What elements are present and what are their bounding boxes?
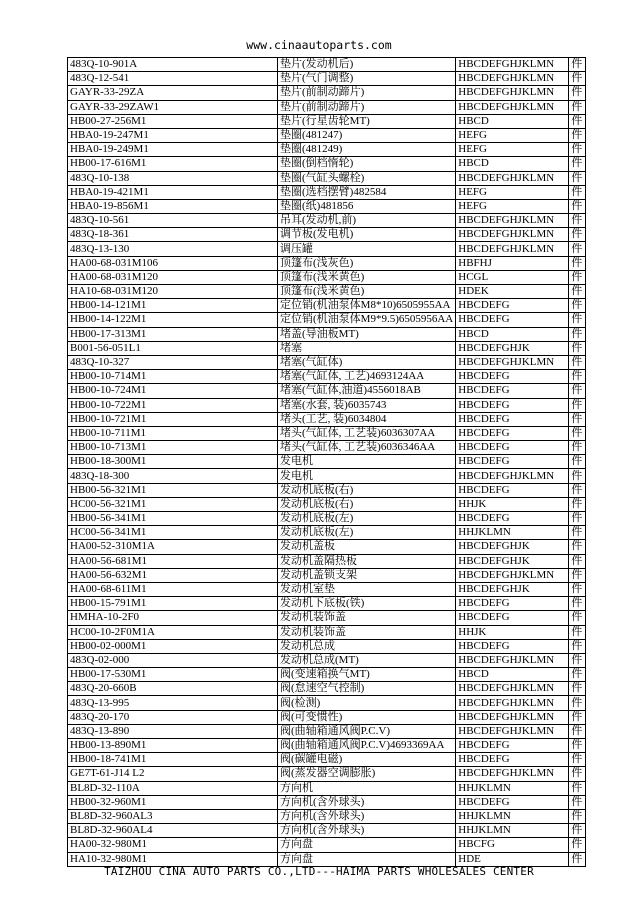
part-name-cell: 调压罐 (278, 242, 456, 256)
table-row (68, 781, 586, 795)
unit-cell: 件 (569, 540, 586, 554)
part-name-cell: 垫圈(选档摆臂)482584 (278, 185, 456, 199)
part-name-cell: 方向盘 (278, 838, 456, 852)
part-name-cell: 顶篷布(浅米黄色) (278, 285, 456, 299)
unit-cell: 件 (569, 327, 586, 341)
table-row (68, 285, 586, 299)
part-name-cell: 方向盘 (278, 852, 456, 866)
table-row (68, 171, 586, 185)
model-codes-cell: HBFHJ (456, 256, 569, 270)
part-name-cell: 堵头(气缸体, 工艺装)6036346AA (278, 441, 456, 455)
part-name-cell: 方向机(含外球头) (278, 795, 456, 809)
part-name-cell: 垫圈(气缸头螺栓) (278, 171, 456, 185)
table-row (68, 668, 586, 682)
table-row (68, 724, 586, 738)
table-row (68, 72, 586, 86)
model-codes-cell: HBCDEFGHJKLMN (456, 767, 569, 781)
table-row (68, 242, 586, 256)
part-name-cell: 发动机装饰盖 (278, 611, 456, 625)
unit-cell: 件 (569, 426, 586, 440)
unit-cell: 件 (569, 739, 586, 753)
part-name-cell: 顶篷布(浅米黄色) (278, 270, 456, 284)
table-row (68, 795, 586, 809)
unit-cell: 件 (569, 795, 586, 809)
table-row (68, 327, 586, 341)
unit-cell: 件 (569, 100, 586, 114)
table-row (68, 696, 586, 710)
part-code-cell: GAYR-33-29ZAW1 (68, 100, 278, 114)
table-row (68, 412, 586, 426)
part-code-cell: BL8D-32-960AL4 (68, 824, 278, 838)
part-code-cell: HB00-10-713M1 (68, 441, 278, 455)
model-codes-cell: HBCDEFGHJKLMN (456, 86, 569, 100)
part-name-cell: 阀(蒸发器空调膨胀) (278, 767, 456, 781)
unit-cell: 件 (569, 554, 586, 568)
table-row (68, 512, 586, 526)
model-codes-cell: HBCDEFG (456, 384, 569, 398)
unit-cell: 件 (569, 526, 586, 540)
model-codes-cell: HBCD (456, 157, 569, 171)
part-code-cell: 483Q-02-000 (68, 653, 278, 667)
part-name-cell: 垫片(前制动蹄片) (278, 86, 456, 100)
model-codes-cell: HHJKLMN (456, 824, 569, 838)
model-codes-cell: HBCDEFG (456, 370, 569, 384)
part-code-cell: HB00-02-000M1 (68, 639, 278, 653)
part-name-cell: 定位销(机油泵体M8*10)6505955AA (278, 299, 456, 313)
unit-cell: 件 (569, 285, 586, 299)
part-name-cell: 发动机盖锁支架 (278, 568, 456, 582)
model-codes-cell: HHJKLMN (456, 781, 569, 795)
unit-cell: 件 (569, 625, 586, 639)
table-row (68, 86, 586, 100)
part-name-cell: 调节板(发电机) (278, 228, 456, 242)
part-name-cell: 发动机盖隔热板 (278, 554, 456, 568)
unit-cell: 件 (569, 72, 586, 86)
part-code-cell: HC00-56-341M1 (68, 526, 278, 540)
part-code-cell: HB00-10-714M1 (68, 370, 278, 384)
model-codes-cell: HBCDEFGHJKLMN (456, 242, 569, 256)
unit-cell: 件 (569, 270, 586, 284)
part-name-cell: 垫片(发动机后) (278, 58, 456, 72)
model-codes-cell: HBCDEFGHJK (456, 540, 569, 554)
part-code-cell: 483Q-13-995 (68, 696, 278, 710)
part-name-cell: 发动机底板(左) (278, 526, 456, 540)
part-code-cell: 483Q-13-890 (68, 724, 278, 738)
part-name-cell: 发动机装饰盖 (278, 625, 456, 639)
part-code-cell: HB00-18-300M1 (68, 455, 278, 469)
table-row (68, 270, 586, 284)
table-row (68, 199, 586, 213)
part-name-cell: 堵塞 (278, 341, 456, 355)
part-name-cell: 垫圈(倒档惰轮) (278, 157, 456, 171)
unit-cell: 件 (569, 398, 586, 412)
model-codes-cell: HBCDEFG (456, 639, 569, 653)
unit-cell: 件 (569, 214, 586, 228)
table-row (68, 355, 586, 369)
unit-cell: 件 (569, 597, 586, 611)
table-row (68, 398, 586, 412)
part-name-cell: 阀(变速箱换气MT) (278, 668, 456, 682)
part-name-cell: 阀(检测) (278, 696, 456, 710)
part-code-cell: 483Q-12-541 (68, 72, 278, 86)
table-row (68, 597, 586, 611)
part-name-cell: 垫片(气门调整) (278, 72, 456, 86)
part-name-cell: 发动机室垫 (278, 582, 456, 596)
model-codes-cell: HBCDEFGHJKLMN (456, 653, 569, 667)
part-code-cell: HBA0-19-421M1 (68, 185, 278, 199)
unit-cell: 件 (569, 852, 586, 866)
parts-table-body (68, 58, 586, 867)
table-row (68, 157, 586, 171)
part-name-cell: 方向机(含外球头) (278, 809, 456, 823)
unit-cell: 件 (569, 58, 586, 72)
part-code-cell: GE7T-61-J14 L2 (68, 767, 278, 781)
part-code-cell: 483Q-10-327 (68, 355, 278, 369)
part-name-cell: 方向机 (278, 781, 456, 795)
model-codes-cell: HDE (456, 852, 569, 866)
table-row (68, 441, 586, 455)
part-code-cell: 483Q-20-170 (68, 710, 278, 724)
unit-cell: 件 (569, 171, 586, 185)
part-name-cell: 垫片(前制动蹄片) (278, 100, 456, 114)
table-row (68, 58, 586, 72)
unit-cell: 件 (569, 299, 586, 313)
part-name-cell: 堵盖(导油板MT) (278, 327, 456, 341)
model-codes-cell: HBCDEFG (456, 455, 569, 469)
model-codes-cell: HBCDEFGHJKLMN (456, 100, 569, 114)
part-code-cell: 483Q-10-901A (68, 58, 278, 72)
unit-cell: 件 (569, 710, 586, 724)
part-code-cell: HC00-56-321M1 (68, 497, 278, 511)
part-name-cell: 方向机(含外球头) (278, 824, 456, 838)
part-code-cell: HB00-56-321M1 (68, 483, 278, 497)
part-code-cell: HB00-17-313M1 (68, 327, 278, 341)
unit-cell: 件 (569, 781, 586, 795)
part-code-cell: HB00-17-616M1 (68, 157, 278, 171)
unit-cell: 件 (569, 497, 586, 511)
part-name-cell: 堵塞(气缸体,油道)4556018AB (278, 384, 456, 398)
part-name-cell: 阀(碳罐电磁) (278, 753, 456, 767)
part-code-cell: HA00-68-031M106 (68, 256, 278, 270)
model-codes-cell: HBCFG (456, 838, 569, 852)
unit-cell: 件 (569, 128, 586, 142)
table-row (68, 370, 586, 384)
table-row (68, 426, 586, 440)
model-codes-cell: HBCD (456, 668, 569, 682)
unit-cell: 件 (569, 682, 586, 696)
part-code-cell: BL8D-32-110A (68, 781, 278, 795)
part-code-cell: 483Q-10-561 (68, 214, 278, 228)
table-row (68, 469, 586, 483)
part-code-cell: B001-56-051L1 (68, 341, 278, 355)
table-row (68, 710, 586, 724)
part-code-cell: 483Q-18-361 (68, 228, 278, 242)
unit-cell: 件 (569, 469, 586, 483)
unit-cell: 件 (569, 639, 586, 653)
part-code-cell: HBA0-19-247M1 (68, 128, 278, 142)
part-name-cell: 垫片(行星齿轮MT) (278, 114, 456, 128)
unit-cell: 件 (569, 668, 586, 682)
model-codes-cell: HEFG (456, 199, 569, 213)
table-row (68, 313, 586, 327)
part-name-cell: 阀(曲轴箱通风阀P.C.V) (278, 724, 456, 738)
part-code-cell: HB00-10-724M1 (68, 384, 278, 398)
table-row (68, 582, 586, 596)
table-row (68, 653, 586, 667)
model-codes-cell: HBCDEFG (456, 426, 569, 440)
part-name-cell: 阀(怠速空气控制) (278, 682, 456, 696)
unit-cell: 件 (569, 341, 586, 355)
part-name-cell: 吊耳(发动机,前) (278, 214, 456, 228)
table-row (68, 611, 586, 625)
model-codes-cell: HBCD (456, 114, 569, 128)
table-row (68, 256, 586, 270)
part-name-cell: 堵头(气缸体, 工艺装)6036307AA (278, 426, 456, 440)
model-codes-cell: HBCDEFGHJKLMN (456, 228, 569, 242)
model-codes-cell: HBCDEFG (456, 398, 569, 412)
table-row (68, 739, 586, 753)
model-codes-cell: HBCDEFG (456, 412, 569, 426)
part-name-cell: 发电机 (278, 455, 456, 469)
part-code-cell: HB00-14-122M1 (68, 313, 278, 327)
model-codes-cell: HBCDEFG (456, 483, 569, 497)
table-row (68, 185, 586, 199)
part-code-cell: 483Q-18-300 (68, 469, 278, 483)
model-codes-cell: HBCDEFGHJKLMN (456, 682, 569, 696)
part-code-cell: HB00-10-722M1 (68, 398, 278, 412)
unit-cell: 件 (569, 228, 586, 242)
unit-cell: 件 (569, 441, 586, 455)
model-codes-cell: HBCDEFGHJKLMN (456, 58, 569, 72)
part-name-cell: 垫圈(纸)481856 (278, 199, 456, 213)
model-codes-cell: HCGL (456, 270, 569, 284)
model-codes-cell: HBCDEFGHJKLMN (456, 568, 569, 582)
part-name-cell: 堵塞(气缸体, 工艺)4693124AA (278, 370, 456, 384)
part-code-cell: 483Q-10-138 (68, 171, 278, 185)
part-name-cell: 顶篷布(浅灰色) (278, 256, 456, 270)
part-code-cell: HBA0-19-249M1 (68, 143, 278, 157)
table-row (68, 128, 586, 142)
table-row (68, 100, 586, 114)
model-codes-cell: HEFG (456, 143, 569, 157)
part-code-cell: 483Q-20-660B (68, 682, 278, 696)
unit-cell: 件 (569, 753, 586, 767)
unit-cell: 件 (569, 455, 586, 469)
table-row (68, 384, 586, 398)
part-code-cell: HB00-32-960M1 (68, 795, 278, 809)
table-row (68, 483, 586, 497)
part-code-cell: HB00-56-341M1 (68, 512, 278, 526)
part-code-cell: HA00-56-681M1 (68, 554, 278, 568)
unit-cell: 件 (569, 157, 586, 171)
model-codes-cell: HEFG (456, 185, 569, 199)
unit-cell: 件 (569, 199, 586, 213)
unit-cell: 件 (569, 767, 586, 781)
part-code-cell: HC00-10-2F0M1A (68, 625, 278, 639)
part-code-cell: HB00-10-721M1 (68, 412, 278, 426)
part-name-cell: 发动机盖板 (278, 540, 456, 554)
unit-cell: 件 (569, 242, 586, 256)
part-code-cell: HBA0-19-856M1 (68, 199, 278, 213)
unit-cell: 件 (569, 838, 586, 852)
table-row (68, 809, 586, 823)
part-name-cell: 发动机总成(MT) (278, 653, 456, 667)
unit-cell: 件 (569, 809, 586, 823)
table-row (68, 214, 586, 228)
model-codes-cell: HBCDEFGHJK (456, 582, 569, 596)
model-codes-cell: HBCDEFGHJKLMN (456, 355, 569, 369)
unit-cell: 件 (569, 568, 586, 582)
part-name-cell: 发动机底板(右) (278, 483, 456, 497)
part-code-cell: HA10-68-031M120 (68, 285, 278, 299)
table-row (68, 554, 586, 568)
part-name-cell: 堵塞(水套, 装)6035743 (278, 398, 456, 412)
model-codes-cell: HHJK (456, 497, 569, 511)
table-row (68, 526, 586, 540)
unit-cell: 件 (569, 355, 586, 369)
model-codes-cell: HBCDEFG (456, 597, 569, 611)
part-name-cell: 定位销(机油泵体M9*9.5)6505956AA (278, 313, 456, 327)
unit-cell: 件 (569, 724, 586, 738)
model-codes-cell: HBCDEFGHJKLMN (456, 469, 569, 483)
model-codes-cell: HBCDEFGHJKLMN (456, 710, 569, 724)
part-name-cell: 阀(曲轴箱通风阀P.C.V)4693369AA (278, 739, 456, 753)
table-row (68, 114, 586, 128)
table-row (68, 568, 586, 582)
unit-cell: 件 (569, 86, 586, 100)
part-name-cell: 发电机 (278, 469, 456, 483)
part-code-cell: GAYR-33-29ZA (68, 86, 278, 100)
unit-cell: 件 (569, 370, 586, 384)
table-row (68, 341, 586, 355)
model-codes-cell: HBCDEFGHJKLMN (456, 171, 569, 185)
model-codes-cell: HBCDEFG (456, 611, 569, 625)
part-name-cell: 阀(可变惯性) (278, 710, 456, 724)
table-row (68, 228, 586, 242)
unit-cell: 件 (569, 582, 586, 596)
part-code-cell: 483Q-13-130 (68, 242, 278, 256)
unit-cell: 件 (569, 313, 586, 327)
model-codes-cell: HBCDEFG (456, 299, 569, 313)
table-row (68, 682, 586, 696)
model-codes-cell: HDEK (456, 285, 569, 299)
model-codes-cell: HBCDEFGHJKLMN (456, 214, 569, 228)
part-code-cell: HA00-68-031M120 (68, 270, 278, 284)
unit-cell: 件 (569, 384, 586, 398)
unit-cell: 件 (569, 143, 586, 157)
part-name-cell: 垫圈(481247) (278, 128, 456, 142)
unit-cell: 件 (569, 696, 586, 710)
part-code-cell: HMHA-10-2F0 (68, 611, 278, 625)
website-url: www.cinaautoparts.com (246, 38, 392, 52)
unit-cell: 件 (569, 611, 586, 625)
model-codes-cell: HBCDEFGHJKLMN (456, 724, 569, 738)
model-codes-cell: HBCDEFG (456, 795, 569, 809)
unit-cell: 件 (569, 512, 586, 526)
model-codes-cell: HBCDEFGHJKLMN (456, 696, 569, 710)
model-codes-cell: HBCDEFG (456, 441, 569, 455)
part-code-cell: HB00-27-256M1 (68, 114, 278, 128)
part-code-cell: HB00-15-791M1 (68, 597, 278, 611)
table-row (68, 838, 586, 852)
model-codes-cell: HBCD (456, 327, 569, 341)
company-footer: TAIZHOU CINA AUTO PARTS CO.,LTD---HAIMA PARTS WHOLESALES CENTER (104, 865, 534, 878)
part-code-cell: HA00-32-980M1 (68, 838, 278, 852)
model-codes-cell: HHJKLMN (456, 526, 569, 540)
unit-cell: 件 (569, 483, 586, 497)
part-name-cell: 发动机底板(右) (278, 497, 456, 511)
part-code-cell: HB00-17-530M1 (68, 668, 278, 682)
unit-cell: 件 (569, 824, 586, 838)
part-code-cell: HB00-14-121M1 (68, 299, 278, 313)
model-codes-cell: HEFG (456, 128, 569, 142)
part-code-cell: BL8D-32-960AL3 (68, 809, 278, 823)
table-row (68, 753, 586, 767)
unit-cell: 件 (569, 412, 586, 426)
model-codes-cell: HBCDEFG (456, 753, 569, 767)
part-name-cell: 堵头(工艺, 装)6034804 (278, 412, 456, 426)
table-row (68, 540, 586, 554)
part-code-cell: HB00-13-890M1 (68, 739, 278, 753)
part-name-cell: 发动机底板(左) (278, 512, 456, 526)
model-codes-cell: HBCDEFG (456, 512, 569, 526)
part-name-cell: 堵塞(气缸体) (278, 355, 456, 369)
unit-cell: 件 (569, 185, 586, 199)
unit-cell: 件 (569, 114, 586, 128)
part-code-cell: HA00-56-632M1 (68, 568, 278, 582)
part-name-cell: 发动机总成 (278, 639, 456, 653)
part-code-cell: HB00-18-741M1 (68, 753, 278, 767)
table-row (68, 767, 586, 781)
model-codes-cell: HBCDEFGHJKLMN (456, 72, 569, 86)
part-code-cell: HA10-32-980M1 (68, 852, 278, 866)
table-row (68, 824, 586, 838)
model-codes-cell: HBCDEFG (456, 313, 569, 327)
unit-cell: 件 (569, 256, 586, 270)
model-codes-cell: HHJKLMN (456, 809, 569, 823)
table-row (68, 299, 586, 313)
model-codes-cell: HBCDEFG (456, 739, 569, 753)
table-row (68, 639, 586, 653)
table-row (68, 625, 586, 639)
model-codes-cell: HBCDEFGHJK (456, 341, 569, 355)
part-name-cell: 发动机下底板(铁) (278, 597, 456, 611)
part-code-cell: HA00-52-310M1A (68, 540, 278, 554)
part-name-cell: 垫圈(481249) (278, 143, 456, 157)
model-codes-cell: HBCDEFGHJK (456, 554, 569, 568)
part-code-cell: HB00-10-711M1 (68, 426, 278, 440)
unit-cell: 件 (569, 653, 586, 667)
table-row (68, 455, 586, 469)
part-code-cell: HA00-68-611M1 (68, 582, 278, 596)
parts-table (67, 57, 586, 867)
model-codes-cell: HHJK (456, 625, 569, 639)
table-row (68, 143, 586, 157)
table-row (68, 497, 586, 511)
